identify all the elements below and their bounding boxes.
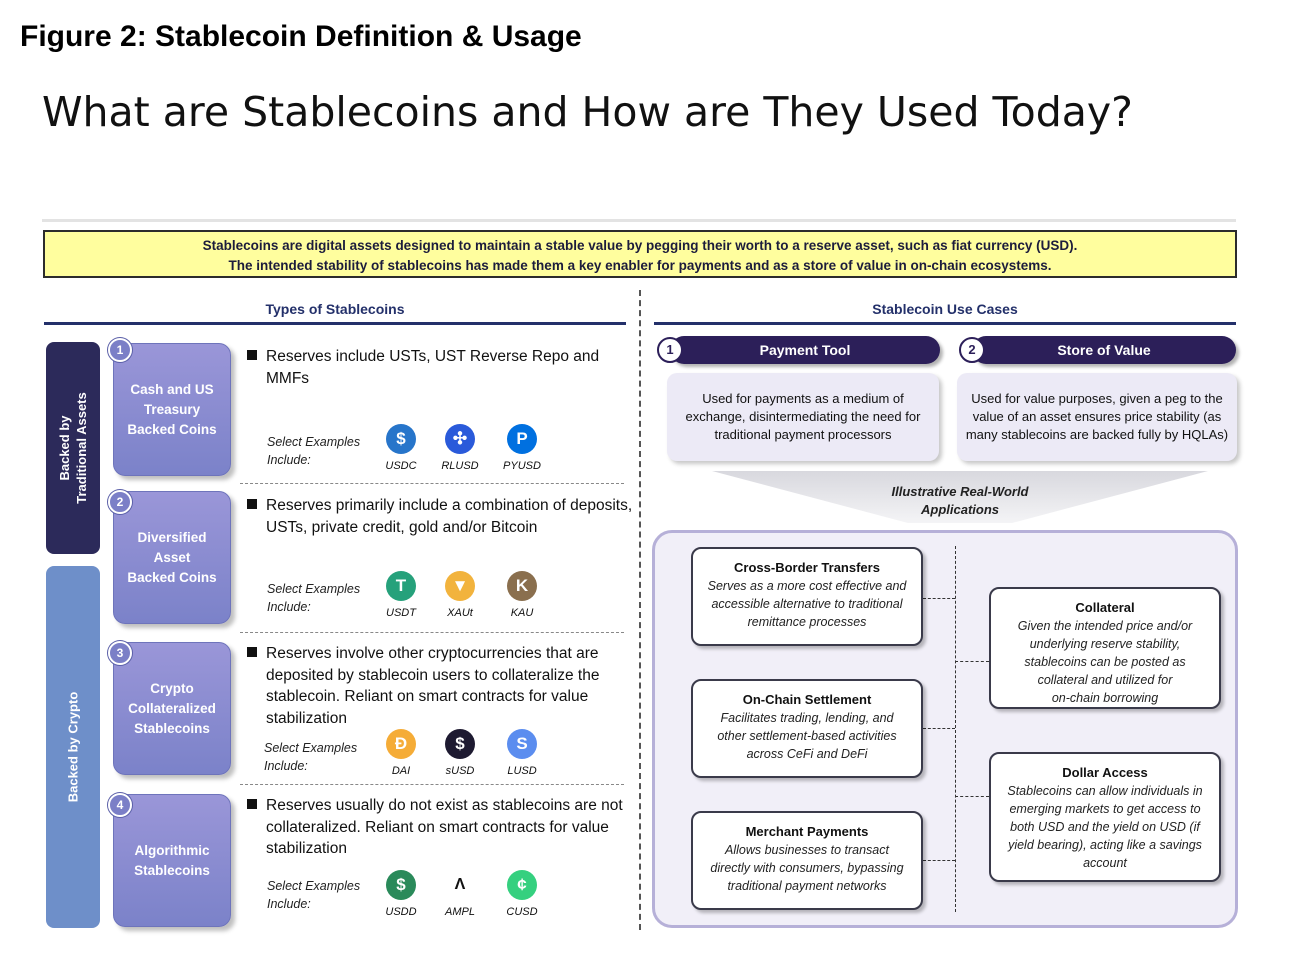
type-3-name-line: Stablecoins [134,720,210,736]
coin-label: XAUt [447,607,473,619]
connector [955,796,989,797]
ampl-icon: Λ [445,870,475,900]
type-separator [240,632,624,633]
illustrative-label [860,483,1060,519]
app-title: Cross-Border Transfers [734,560,880,575]
app-desc-line: Facilitates trading, lending, and [720,711,894,725]
xaut-icon: ▼ [445,571,475,601]
app-desc-line: across CeFi and DeFi [746,747,868,761]
app-desc-line: traditional payment networks [727,879,887,893]
select-examples-label [267,580,360,616]
use-desc-store-of-value [957,373,1237,461]
select-include-text: Include: [267,897,311,911]
app-desc-line: both USD and the yield on USD (if [1010,820,1200,834]
coin-label: KAU [510,607,534,619]
definition-line-2: The intended stability of stablecoins has made them a key enabler for payments and as a store of value in on-chain ecosystems. [228,258,1052,273]
coin-label: LUSD [507,765,537,777]
coin-label: RLUSD [441,460,479,472]
usdd-icon: $ [386,870,416,900]
type-3-name-line: Collateralized [128,700,216,716]
type-4-name-line: Stablecoins [134,862,210,878]
cusd-icon: ¢ [507,870,537,900]
app-desc-line: on-chain borrowing [1051,691,1159,705]
connector [923,598,955,599]
pyusd-icon: P [507,424,537,454]
use-title-store-of-value: Store of Value [1057,342,1151,358]
connector-vertical [955,546,956,912]
type-card-1 [113,343,231,476]
app-title: On-Chain Settlement [742,692,872,707]
select-examples-text: Select Examples [267,435,361,449]
type-2-name-line: Asset [153,549,191,565]
select-examples-text: Select Examples [267,582,361,596]
app-title: Merchant Payments [745,824,869,839]
use-desc-line: value of an asset ensures price stability (as [972,409,1222,424]
use-pill-store-of-value [972,336,1236,364]
type-3-name-line: Crypto [150,680,194,696]
app-cross-border-transfers [691,547,923,646]
select-include-text: Include: [267,453,311,467]
app-desc-line: emerging markets to get access to [1009,802,1201,816]
connector [923,860,955,861]
app-merchant-payments [691,811,923,910]
type-separator [240,483,624,484]
types-heading: Types of Stablecoins [265,301,405,317]
select-examples-label [267,433,360,469]
center-divider [639,290,641,930]
use-desc-line: exchange, disintermediating the need for [685,409,921,424]
type-3-number: 3 [108,641,132,665]
use-desc-line: Used for payments as a medium of [702,391,904,406]
type-3-description: Reserves involve other cryptocurrencies that are deposited by stablecoin users to collateralize the stablecoin. Reliant on smart contracts for value stabilization [266,645,600,727]
app-desc-line: account [1083,856,1127,870]
group-label-crypto: Backed by Crypto [65,691,81,803]
susd-icon: $ [445,729,475,759]
use-desc-payment [667,373,939,461]
connector [955,661,989,662]
app-desc-line: collateral and utilized for [1037,673,1173,687]
coin-label: USDC [385,460,417,472]
app-desc-line: Allows businesses to transact [725,843,889,857]
select-examples-label [264,739,357,775]
coin-label: DAI [391,765,411,777]
use-1-number: 1 [657,337,683,363]
use-desc-line: Used for value purposes, given a peg to the [971,391,1223,406]
select-examples-text: Select Examples [264,741,358,755]
select-include-text: Include: [264,759,308,773]
use-2-number: 2 [959,337,985,363]
figure-title: Figure 2: Stablecoin Definition & Usage [20,20,582,53]
type-card-2 [113,491,231,624]
bullet-square [247,647,257,657]
app-desc-line: Serves as a more cost effective and [707,579,907,593]
type-1-name-line: Treasury [143,401,201,417]
group-bar-traditional [46,342,100,554]
definition-line-1: Stablecoins are digital assets designed to maintain a stable value by pegging their worth to a reserve asset, such as fiat currency (USD). [202,238,1078,253]
top-divider [42,219,1236,222]
dai-icon: Đ [386,729,416,759]
app-desc-line: accessible alternative to traditional [711,597,903,611]
illustrative-line: Applications [920,502,999,517]
bullet-square [247,350,257,360]
select-examples-text: Select Examples [267,879,361,893]
select-include-text: Include: [267,600,311,614]
use-cases-heading: Stablecoin Use Cases [872,301,1018,317]
coin-label: USDT [386,607,416,619]
use-title-payment: Payment Tool [759,342,851,358]
illustrative-line: Illustrative Real-World [891,484,1029,499]
app-desc-line: yield bearing), acting like a savings [1008,838,1202,852]
bullet-square [247,499,257,509]
type-4-description: Reserves usually do not exist as stablecoins are not collateralized. Reliant on smart contracts for value stabilization [266,797,623,857]
type-1-name-line: Cash and US [130,381,214,397]
app-collateral [989,587,1221,709]
app-desc-line: Given the intended price and/or [1017,619,1193,633]
use-desc-line: traditional payment processors [714,427,892,442]
type-1-name-line: Backed Coins [127,421,217,437]
connector [923,728,955,729]
type-4-name-line: Algorithmic [134,842,210,858]
type-1-number: 1 [108,338,132,362]
type-2-description: Reserves primarily include a combination of deposits, USTs, private credit, gold and/or Bitcoin [266,497,633,536]
type-2-name-line: Diversified [137,529,207,545]
usdt-icon: T [386,571,416,601]
type-2-name-line: Backed Coins [127,569,217,585]
coin-label: sUSD [445,765,475,777]
app-desc-line: Stablecoins can allow individuals in [1007,784,1203,798]
app-on-chain-settlement [691,679,923,778]
use-pill-payment [670,336,940,364]
group-label-traditional-1: Backed by [57,415,72,481]
app-dollar-access [989,752,1221,882]
use-cases-heading-rule [654,322,1236,325]
coin-label: CUSD [506,906,538,918]
kau-icon: K [507,571,537,601]
app-title: Dollar Access [1062,765,1148,780]
type-card-3 [113,642,231,775]
app-desc-line: underlying reserve stability, [1029,637,1181,651]
lusd-icon: S [507,729,537,759]
coin-label: USDD [385,906,417,918]
coin-label: AMPL [445,906,475,918]
group-bar-crypto [46,566,100,928]
coin-label: PYUSD [503,460,541,472]
app-desc-line: remittance processes [747,615,867,629]
types-heading-rule [44,322,626,325]
select-examples-label [267,877,360,913]
app-desc-line: directly with consumers, bypassing [710,861,904,875]
group-label-traditional-2: Traditional Assets [74,392,89,504]
rlusd-icon: ✣ [445,424,475,454]
bullet-square [247,799,257,809]
type-card-4 [113,794,231,927]
app-desc-line: stablecoins can be posted as [1024,655,1186,669]
type-2-number: 2 [108,490,132,514]
type-separator [240,784,624,785]
main-title: What are Stablecoins and How are They Used Today? [42,88,1133,136]
app-desc-line: other settlement-based activities [717,729,897,743]
type-4-number: 4 [108,793,132,817]
app-title: Collateral [1075,600,1135,615]
definition-banner [43,230,1237,278]
type-1-description: Reserves include USTs, UST Reverse Repo and MMFs [266,348,600,387]
usdc-icon: $ [386,424,416,454]
use-desc-line: many stablecoins are backed fully by HQLAs) [965,427,1229,442]
